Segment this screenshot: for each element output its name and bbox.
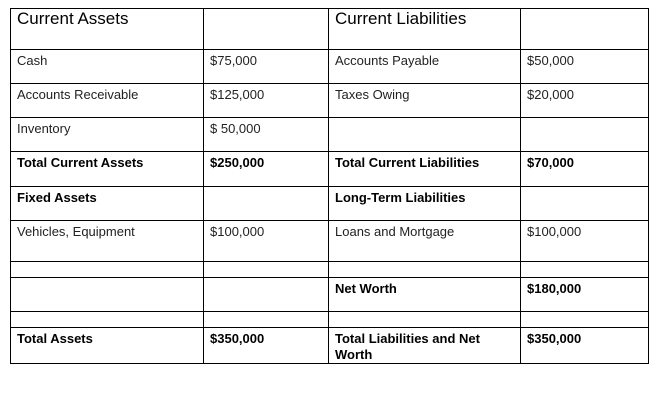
inventory-value: $ 50,000 bbox=[210, 121, 261, 136]
loans-mortgage-label: Loans and Mortgage bbox=[335, 224, 455, 239]
empty-cell bbox=[11, 312, 204, 328]
empty-cell bbox=[11, 278, 204, 312]
table-row bbox=[11, 84, 649, 118]
table-row bbox=[11, 9, 649, 50]
table-row bbox=[11, 152, 649, 187]
long-term-liabilities-label: Long-Term Liabilities bbox=[335, 190, 466, 205]
accounts-payable-value: $50,000 bbox=[527, 53, 574, 68]
table-row bbox=[11, 118, 649, 152]
balance-sheet-table bbox=[10, 8, 649, 364]
table-row bbox=[11, 278, 649, 312]
table-row bbox=[11, 50, 649, 84]
total-assets-value: $350,000 bbox=[210, 331, 265, 346]
total-current-assets-value: $250,000 bbox=[210, 155, 265, 170]
total-liabilities-net-worth-value: $350,000 bbox=[527, 331, 582, 346]
taxes-owing-label: Taxes Owing bbox=[335, 87, 410, 102]
liabilities-heading: Current Liabilities bbox=[329, 9, 521, 50]
table-row bbox=[11, 328, 649, 364]
empty-cell bbox=[204, 312, 329, 328]
empty-cell bbox=[204, 262, 329, 278]
assets-heading: Current Assets bbox=[11, 9, 204, 50]
empty-cell bbox=[521, 118, 649, 152]
net-worth-label: Net Worth bbox=[335, 281, 397, 296]
table-row bbox=[11, 187, 649, 221]
table-row bbox=[11, 262, 649, 278]
empty-cell bbox=[521, 187, 649, 221]
empty-cell bbox=[521, 312, 649, 328]
accounts-receivable-label: Accounts Receivable bbox=[17, 87, 139, 102]
taxes-owing-value: $20,000 bbox=[527, 87, 574, 102]
table-row bbox=[11, 312, 649, 328]
accounts-payable-label: Accounts Payable bbox=[335, 53, 440, 68]
empty-cell bbox=[521, 262, 649, 278]
fixed-assets-label: Fixed Assets bbox=[17, 190, 97, 205]
empty-cell bbox=[204, 187, 329, 221]
total-current-liabilities-label: Total Current Liabilities bbox=[335, 155, 480, 170]
total-current-assets-label: Total Current Assets bbox=[17, 155, 144, 170]
vehicles-equipment-value: $100,000 bbox=[210, 224, 265, 239]
empty-cell bbox=[204, 9, 329, 50]
empty-cell bbox=[204, 278, 329, 312]
accounts-receivable-value: $125,000 bbox=[210, 87, 265, 102]
empty-cell bbox=[521, 9, 649, 50]
empty-cell bbox=[11, 262, 204, 278]
total-liabilities-net-worth-label: Total Liabilities and Net Worth bbox=[335, 331, 480, 362]
net-worth-value: $180,000 bbox=[527, 281, 582, 296]
total-current-liabilities-value: $70,000 bbox=[527, 155, 574, 170]
empty-cell bbox=[329, 118, 521, 152]
table-row bbox=[11, 221, 649, 262]
empty-cell bbox=[329, 262, 521, 278]
total-assets-label: Total Assets bbox=[17, 331, 93, 346]
vehicles-equipment-label: Vehicles, Equipment bbox=[17, 224, 135, 239]
cash-value: $75,000 bbox=[210, 53, 257, 68]
cash-label: Cash bbox=[17, 53, 48, 68]
inventory-label: Inventory bbox=[17, 121, 71, 136]
loans-mortgage-value: $100,000 bbox=[527, 224, 582, 239]
empty-cell bbox=[329, 312, 521, 328]
